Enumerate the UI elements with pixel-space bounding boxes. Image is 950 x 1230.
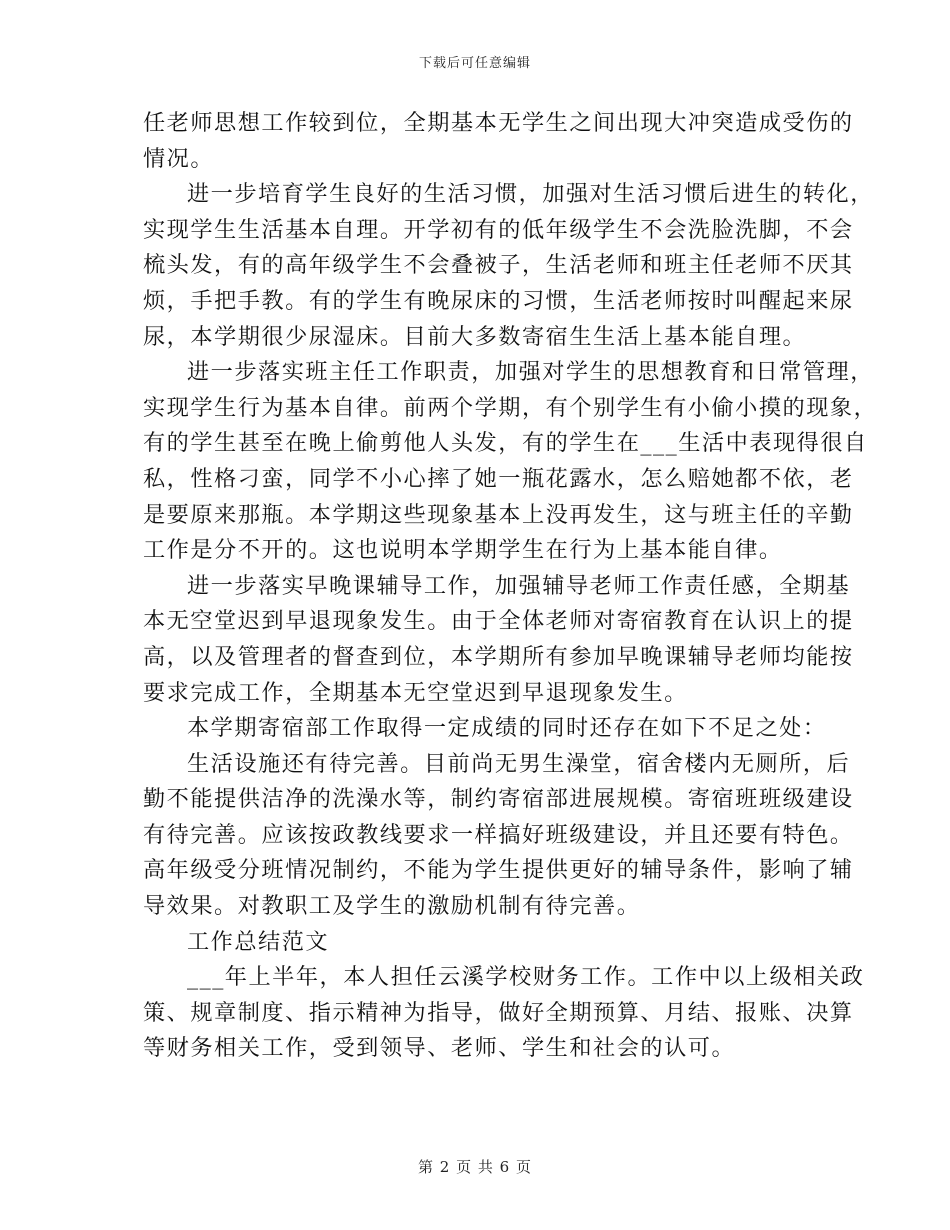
text-line: 策、规章制度、指示精神为指导，做好全期预算、月结、报账、决算 <box>143 999 854 1026</box>
text-line: 有的学生甚至在晚上偷剪他人头发，有的学生在___生活中表现得很自 <box>143 430 868 457</box>
paragraph-start-line: 进一步落实班主任工作职责，加强对学生的思想教育和日常管理， <box>187 359 874 386</box>
text-line: 要求完成工作，全期基本无空堂迟到早退现象发生。 <box>143 679 688 706</box>
text-line: 高，以及管理者的督查到位，本学期所有参加早晚课辅导老师均能按 <box>143 643 854 670</box>
text-line: 实现学生生活基本自理。开学初有的低年级学生不会洗脸洗脚，不会 <box>143 216 854 243</box>
text-line: 实现学生行为基本自律。前两个学期，有个别学生有小偷小摸的现象， <box>143 394 878 421</box>
text-line: 勤不能提供洁净的洗澡水等，制约寄宿部进展规模。寄宿班班级建设 <box>143 786 854 813</box>
text-line: 情况。 <box>143 145 215 172</box>
document-body <box>143 106 878 1067</box>
text-line: 私，性格刁蛮，同学不小心摔了她一瓶花露水，怎么赔她都不依，老 <box>143 465 854 492</box>
text-line: 导效果。对教职工及学生的激励机制有待完善。 <box>143 893 641 920</box>
paragraph-start-line: 本学期寄宿部工作取得一定成绩的同时还存在如下不足之处： <box>187 715 827 742</box>
text-line: 任老师思想工作较到位，全期基本无学生之间出现大冲突造成受伤的 <box>143 110 854 136</box>
text-line: 本无空堂迟到早退现象发生。由于全体老师对寄宿教育在认识上的提 <box>143 608 854 635</box>
paragraph-start-line: 生活设施还有待完善。目前尚无男生澡堂，宿舍楼内无厕所，后 <box>187 750 851 777</box>
text-line: 梳头发，有的高年级学生不会叠被子，生活老师和班主任老师不厌其 <box>143 252 854 279</box>
page-number: 第 2 页 共 6 页 <box>418 1158 532 1176</box>
section-heading: 工作总结范文 <box>187 928 330 955</box>
page-header-note: 下载后可任意编辑 <box>418 56 531 71</box>
paragraph-start-line: 进一步落实早晚课辅导工作，加强辅导老师工作责任感，全期基 <box>187 572 851 599</box>
text-line: 是要原来那瓶。本学期这些现象基本上没再发生，这与班主任的辛勤 <box>143 501 854 528</box>
text-line: 高年级受分班情况制约，不能为学生提供更好的辅导条件，影响了辅 <box>143 857 854 884</box>
text-line: 工作是分不开的。这也说明本学期学生在行为上基本能自律。 <box>143 537 783 564</box>
text-line: 烦，手把手教。有的学生有晚尿床的习惯，生活老师按时叫醒起来尿 <box>143 287 854 314</box>
text-line: 尿，本学期很少尿湿床。目前大多数寄宿生生活上基本能自理。 <box>143 323 807 350</box>
paragraph-start-line: ___年上半年，本人担任云溪学校财务工作。工作中以上级相关政 <box>187 964 865 991</box>
text-line: 等财务相关工作，受到领导、老师、学生和社会的认可。 <box>143 1035 736 1062</box>
paragraph-start-line: 进一步培育学生良好的生活习惯，加强对生活习惯后进生的转化， <box>187 181 874 208</box>
text-line: 有待完善。应该按政教线要求一样搞好班级建设，并且还要有特色。 <box>143 821 854 848</box>
